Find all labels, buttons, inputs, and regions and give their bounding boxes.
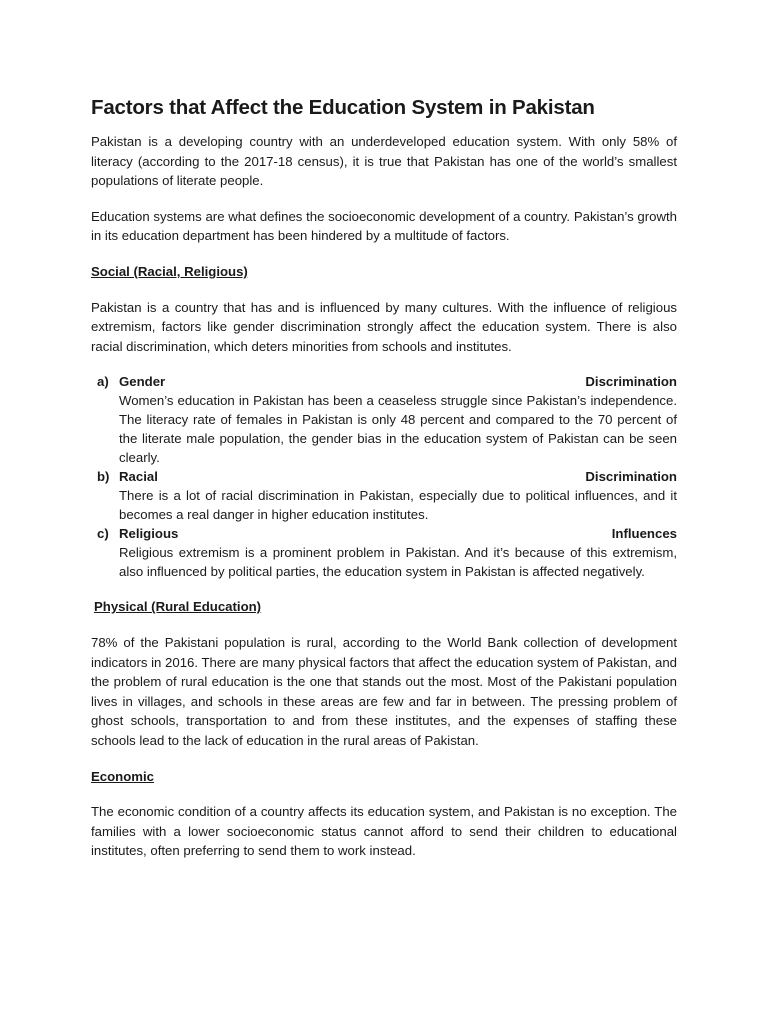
list-item-heading-left: Religious (119, 526, 179, 542)
list-item-heading (119, 524, 677, 543)
spacer (91, 751, 677, 767)
section-heading-economic: Economic (91, 768, 155, 784)
list-item-heading-right: Influences (611, 526, 677, 542)
spacer (91, 786, 677, 802)
document-title: Factors that Affect the Education System in Pakistan (91, 96, 595, 119)
list-item-heading-left: Racial (119, 469, 158, 485)
spacer (91, 356, 677, 372)
intro-paragraph-1: Pakistan is a developing country with an underdeveloped education system. With only 58% of literacy (according to the 2017-18 census), it is true that Pakistan has one of the world’s smallest populations of literate people. (91, 134, 677, 189)
spacer (91, 581, 677, 597)
spacer (91, 282, 677, 298)
list-marker: a) (97, 374, 109, 390)
list-item-heading-left: Gender (119, 374, 166, 390)
list-item-heading (119, 467, 677, 486)
social-paragraph: Pakistan is a country that has and is influenced by many cultures. With the influence of religious extremism, factors like gender discrimination strongly affect the education system. There is also racial discrimination, which deters minorities from schools and institutes. (91, 299, 677, 354)
list-item-body: Religious extremism is a prominent problem in Pakistan. And it’s because of this extremism, also influenced by political parties, the education system in Pakistan is affected negatively. (119, 545, 677, 580)
spacer (91, 246, 677, 262)
economic-paragraph: The economic condition of a country affects its education system, and Pakistan is no exception. The families with a lower socioeconomic status cannot afford to send their children to educational institutes, often preferring to send them to work instead. (91, 804, 677, 859)
intro-paragraph-2: Education systems are what defines the socioeconomic development of a country. Pakistan’s growth in its education department has been hindered by a multitude of factors. (91, 208, 677, 244)
spacer (91, 191, 677, 207)
physical-paragraph: 78% of the Pakistani population is rural, according to the World Bank collection of development indicators in 2016. There are many physical factors that affect the education system of Pakistan, and the problem of rural education is the one that stands out the most. Most of the Pakistani population lives in villages, and schools in these areas are few and far in between. The pressing problem of ghost schools, transportation to and from these institutes, and the expenses of staffing these schools lead to the lack of education in the rural areas of Pakistan. (91, 634, 677, 748)
section-heading-social: Social (Racial, Religious) (91, 263, 248, 279)
list-item-heading-right: Discrimination (585, 469, 677, 485)
list-marker: b) (97, 469, 110, 485)
list-marker: c) (97, 526, 109, 542)
list-item-body: There is a lot of racial discrimination in Pakistan, especially due to political influences, and it becomes a real danger in higher education institutes. (119, 488, 677, 523)
list-item-racial (91, 467, 677, 524)
spacer (91, 617, 677, 633)
list-item-body: Women’s education in Pakistan has been a ceaseless struggle since Pakistan’s independence. The literacy rate of females in Pakistan is only 48 percent and compared to the 70 percent of the literate male population, the gender bias in the education system of Pakistan can be seen clearly. (119, 393, 677, 466)
list-item-heading (119, 372, 677, 391)
list-item-gender (91, 372, 677, 467)
list-item-religious (91, 524, 677, 581)
list-item-heading-right: Discrimination (585, 374, 677, 390)
section-heading-physical: Physical (Rural Education) (94, 599, 262, 615)
social-factor-list (91, 372, 677, 581)
